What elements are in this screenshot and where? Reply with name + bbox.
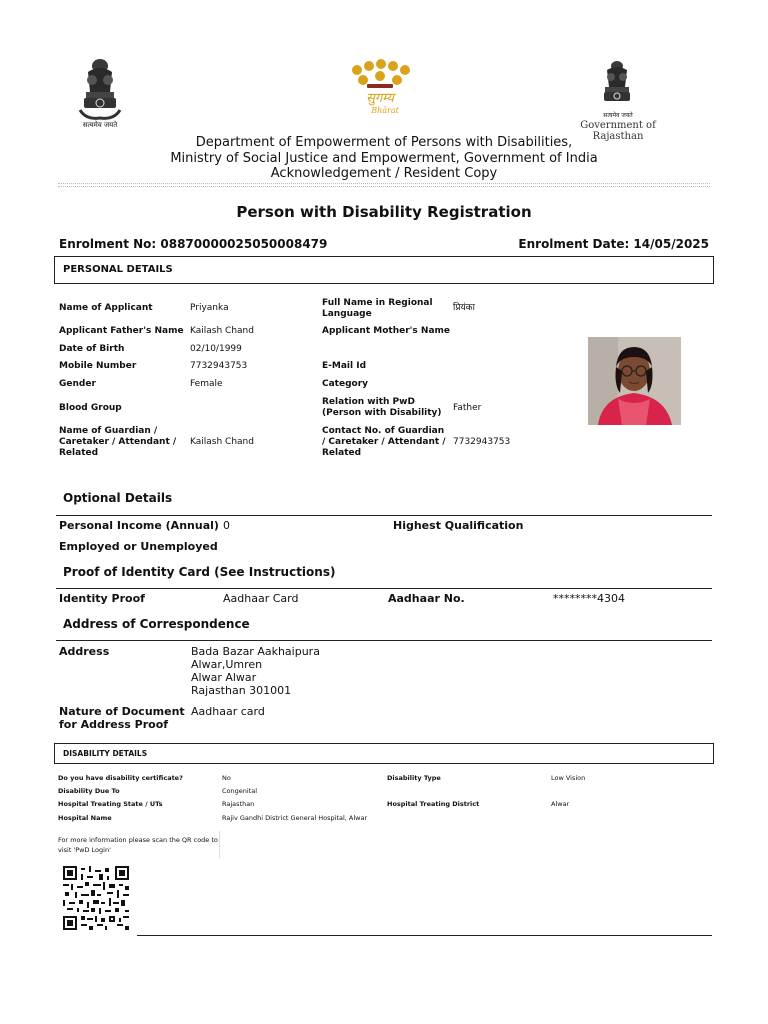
certificate-value: No xyxy=(222,774,231,782)
mobile-label: Mobile Number xyxy=(59,361,137,371)
address-line-3: Alwar Alwar xyxy=(191,671,257,684)
svg-text:Bhārat: Bhārat xyxy=(371,106,399,115)
name-value: Priyanka xyxy=(190,303,229,313)
government-of-rajasthan-label: Government of Rajasthan xyxy=(580,120,656,142)
identity-proof-rule xyxy=(56,588,712,589)
qr-note-line-1: For more information please scan the QR code to xyxy=(58,836,218,844)
page-title: Person with Disability Registration xyxy=(236,203,532,221)
father-name-value: Kailash Chand xyxy=(190,326,254,336)
hospital-district-value: Alwar xyxy=(551,800,570,808)
applicant-photo xyxy=(588,337,681,425)
header-line-1: Department of Empowerment of Persons with Disabilities, xyxy=(195,135,573,150)
qr-note-line-2: visit 'PwD Login' xyxy=(58,846,111,854)
disability-due-label: Disability Due To xyxy=(58,787,120,795)
enrolment-date: Enrolment Date: 14/05/2025 xyxy=(518,237,709,251)
hospital-district-label: Hospital Treating District xyxy=(387,800,480,808)
address-title: Address of Correspondence xyxy=(63,617,250,631)
disability-type-label: Disability Type xyxy=(387,774,441,782)
identity-proof-label: Identity Proof xyxy=(59,592,145,605)
identity-proof-value: Aadhaar Card xyxy=(223,592,299,605)
emblem-caption-right: सत्यमेव जयते xyxy=(603,112,633,119)
guardian-label: Name of Guardian / Caretaker / Attendant / Related xyxy=(59,426,177,458)
disability-details-title: DISABILITY DETAILS xyxy=(63,749,148,758)
personal-details-title: PERSONAL DETAILS xyxy=(63,264,173,275)
certificate-label: Do you have disability certificate? xyxy=(58,774,183,782)
guardian-value: Kailash Chand xyxy=(190,437,254,447)
optional-details-rule xyxy=(56,515,712,516)
header-line-2: Ministry of Social Justice and Empowerment, Government of India xyxy=(170,151,598,166)
employment-label: Employed or Unemployed xyxy=(59,540,218,553)
address-doc-label-2: for Address Proof xyxy=(59,718,169,731)
gender-label: Gender xyxy=(59,379,96,389)
address-line-4: Rajasthan 301001 xyxy=(191,684,292,697)
accessible-india-logo xyxy=(345,58,415,120)
qr-note-divider xyxy=(219,831,220,858)
aadhaar-value: ********4304 xyxy=(553,592,625,605)
emblem-caption-left: सत्यमेव जयते xyxy=(82,121,118,129)
gender-value: Female xyxy=(190,379,223,389)
relation-label: Relation with PwD (Person with Disability) xyxy=(322,397,442,418)
header-divider-2 xyxy=(58,186,710,187)
hospital-state-label: Hospital Treating State / UTs xyxy=(58,800,163,808)
identity-proof-title: Proof of Identity Card (See Instructions) xyxy=(63,565,336,579)
hospital-name-value: Rajiv Gandhi District General Hospital, Alwar xyxy=(222,814,368,822)
header-line-3: Acknowledgement / Resident Copy xyxy=(270,166,498,181)
income-value: 0 xyxy=(223,519,230,532)
income-label: Personal Income (Annual) xyxy=(59,519,219,532)
guardian-contact-value: 7732943753 xyxy=(453,437,511,447)
qualification-label: Highest Qualification xyxy=(393,519,524,532)
optional-details-title: Optional Details xyxy=(63,491,173,505)
qr-code-icon[interactable] xyxy=(63,866,129,930)
disability-details-header xyxy=(54,743,714,764)
hospital-name-label: Hospital Name xyxy=(58,814,112,822)
hospital-state-value: Rajasthan xyxy=(222,800,255,808)
blood-group-label: Blood Group xyxy=(59,403,122,413)
address-rule xyxy=(56,640,712,641)
enrolment-number: Enrolment No: 08870000025050008479 xyxy=(59,237,328,251)
email-label: E-Mail Id xyxy=(322,361,367,371)
address-line-2: Alwar,Umren xyxy=(191,658,263,671)
aadhaar-label: Aadhaar No. xyxy=(388,592,465,605)
address-line-1: Bada Bazar Aakhaipura xyxy=(191,645,320,658)
address-doc-value: Aadhaar card xyxy=(191,705,265,718)
mother-name-label: Applicant Mother's Name xyxy=(322,326,450,336)
dob-value: 02/10/1999 xyxy=(190,344,242,354)
footer-rule xyxy=(137,935,712,936)
disability-type-value: Low Vision xyxy=(551,774,586,782)
name-label: Name of Applicant xyxy=(59,303,153,313)
regional-name-label: Full Name in Regional Language xyxy=(322,298,433,319)
guardian-contact-label: Contact No. of Guardian / Caretaker / Attendant / Related xyxy=(322,426,446,458)
dob-label: Date of Birth xyxy=(59,344,125,354)
disability-due-value: Congenital xyxy=(222,787,258,795)
national-emblem-right-icon xyxy=(598,60,636,112)
personal-details-header xyxy=(54,256,714,284)
header-divider xyxy=(58,183,710,184)
father-name-label: Applicant Father's Name xyxy=(59,326,184,336)
category-label: Category xyxy=(322,379,369,389)
address-doc-label-1: Nature of Document xyxy=(59,705,185,718)
address-label: Address xyxy=(59,645,110,658)
mobile-value: 7732943753 xyxy=(190,361,248,371)
relation-value: Father xyxy=(453,403,482,413)
regional-name-value: प्रियंका xyxy=(453,303,475,313)
svg-text:सुगम्य: सुगम्य xyxy=(366,91,394,106)
